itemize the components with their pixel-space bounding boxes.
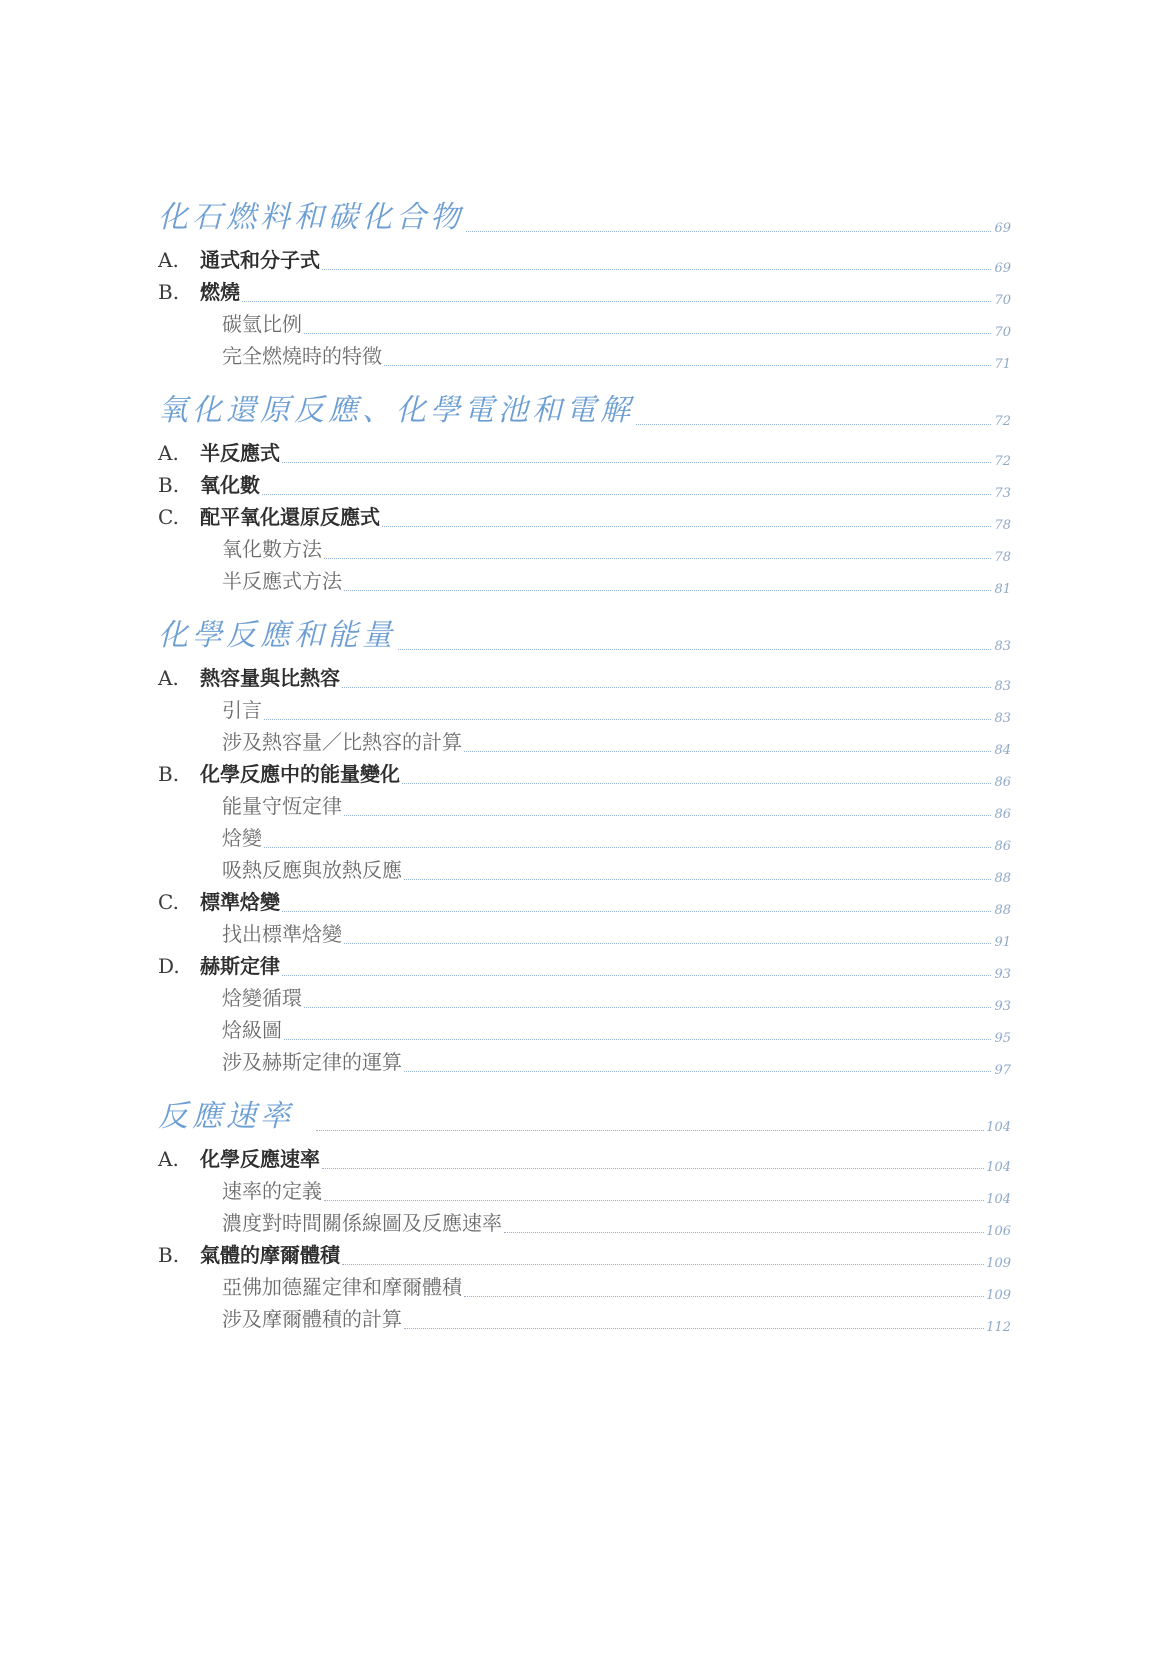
page-number: 69: [994, 261, 1011, 276]
toc-section-row[interactable]: [158, 758, 1011, 790]
toc-subsection-row[interactable]: [158, 982, 1011, 1014]
toc-subsection-row[interactable]: [158, 790, 1011, 822]
page-number: 86: [994, 775, 1011, 790]
page-number: 83: [994, 639, 1011, 654]
section-title: 標準焓變: [200, 890, 280, 914]
toc-section-row[interactable]: [158, 469, 1011, 501]
section-letter: A.: [158, 248, 179, 272]
section-title: 氣體的摩爾體積: [200, 1243, 340, 1267]
dot-leader: [382, 526, 991, 527]
dot-leader: [324, 1200, 984, 1201]
section-letter: A.: [158, 1147, 179, 1171]
toc-subsection-row[interactable]: [158, 822, 1011, 854]
section-letter: B.: [158, 473, 180, 497]
toc-subsection-row[interactable]: [158, 918, 1011, 950]
subsection-title: 濃度對時間關係線圖及反應速率: [222, 1211, 502, 1235]
toc-section-row[interactable]: [158, 1143, 1011, 1175]
dot-leader: [262, 494, 991, 495]
dot-leader: [242, 301, 991, 302]
table-of-contents: [158, 196, 1011, 1352]
page-number: 109: [986, 1288, 1011, 1303]
dot-leader: [404, 879, 991, 880]
dot-leader: [316, 1130, 984, 1131]
dot-leader: [322, 1168, 984, 1169]
dot-leader: [402, 783, 991, 784]
subsection-title: 涉及熱容量／比熱容的計算: [222, 730, 462, 754]
dot-leader: [304, 1007, 991, 1008]
toc-subsection-row[interactable]: [158, 1014, 1011, 1046]
subsection-title: 亞佛加德羅定律和摩爾體積: [222, 1275, 462, 1299]
dot-leader: [404, 1071, 991, 1072]
subsection-title: 焓變: [222, 826, 262, 850]
chapter-title-row[interactable]: [158, 196, 1011, 240]
chapter-title-row[interactable]: [158, 614, 1011, 658]
page-number: 86: [994, 807, 1011, 822]
chapter-title-row[interactable]: [158, 389, 1011, 433]
page-number: 93: [994, 999, 1011, 1014]
subsection-title: 氧化數方法: [222, 537, 322, 561]
page-number: 91: [994, 935, 1011, 950]
subsection-title: 速率的定義: [222, 1179, 322, 1203]
section-title: 氧化數: [200, 473, 260, 497]
subsection-title: 碳氫比例: [222, 312, 302, 336]
toc-subsection-row[interactable]: [158, 533, 1011, 565]
section-title: 赫斯定律: [200, 954, 280, 978]
page-number: 95: [994, 1031, 1011, 1046]
page-number: 112: [986, 1320, 1011, 1335]
subsection-title: 吸熱反應與放熱反應: [222, 858, 402, 882]
dot-leader: [384, 365, 991, 366]
toc-subsection-row[interactable]: [158, 1175, 1011, 1207]
dot-leader: [504, 1232, 984, 1233]
page-number: 70: [994, 325, 1011, 340]
toc-subsection-row[interactable]: [158, 340, 1011, 372]
subsection-title: 焓級圖: [222, 1018, 282, 1042]
toc-subsection-row[interactable]: [158, 565, 1011, 597]
section-letter: D.: [158, 954, 180, 978]
toc-section-row[interactable]: [158, 950, 1011, 982]
toc-section-row[interactable]: [158, 886, 1011, 918]
section-letter: C.: [158, 890, 179, 914]
subsection-title: 半反應式方法: [222, 569, 342, 593]
dot-leader: [464, 1296, 984, 1297]
page-number: 83: [994, 711, 1011, 726]
section-letter: A.: [158, 666, 179, 690]
dot-leader: [466, 231, 991, 232]
page-number: 93: [994, 967, 1011, 982]
page-number: 106: [986, 1224, 1011, 1239]
toc-subsection-row[interactable]: [158, 726, 1011, 758]
page-number: 72: [994, 414, 1011, 429]
dot-leader: [282, 462, 991, 463]
page-number: 83: [994, 679, 1011, 694]
page-number: 70: [994, 293, 1011, 308]
toc-subsection-row[interactable]: [158, 854, 1011, 886]
toc-subsection-row[interactable]: [158, 1046, 1011, 1078]
dot-leader: [342, 1264, 984, 1265]
toc-section-row[interactable]: [158, 662, 1011, 694]
page-number: 109: [986, 1256, 1011, 1271]
page-number: 69: [994, 221, 1011, 236]
toc-subsection-row[interactable]: [158, 1207, 1011, 1239]
section-title: 化學反應中的能量變化: [200, 762, 400, 786]
dot-leader: [344, 943, 991, 944]
chapter-title: 化石燃料和碳化合物: [158, 200, 464, 235]
dot-leader: [398, 649, 991, 650]
section-title: 配平氧化還原反應式: [200, 505, 380, 529]
section-letter: B.: [158, 1243, 180, 1267]
page-number: 84: [994, 743, 1011, 758]
subsection-title: 涉及摩爾體積的計算: [222, 1307, 402, 1331]
subsection-title: 涉及赫斯定律的運算: [222, 1050, 402, 1074]
chapter: [158, 196, 1011, 372]
dot-leader: [464, 751, 991, 752]
section-letter: B.: [158, 280, 180, 304]
page-number: 104: [986, 1160, 1011, 1175]
section-title: 半反應式: [200, 441, 280, 465]
section-title: 通式和分子式: [200, 248, 320, 272]
dot-leader: [282, 911, 991, 912]
chapter: [158, 1095, 1011, 1335]
page-number: 88: [994, 903, 1011, 918]
toc-section-row[interactable]: [158, 437, 1011, 469]
section-title: 化學反應速率: [200, 1147, 320, 1171]
dot-leader: [342, 687, 991, 688]
toc-subsection-row[interactable]: [158, 694, 1011, 726]
subsection-title: 能量守恆定律: [222, 794, 342, 818]
toc-section-row[interactable]: [158, 244, 1011, 276]
subsection-title: 找出標準焓變: [222, 922, 342, 946]
dot-leader: [264, 719, 991, 720]
toc-subsection-row[interactable]: [158, 308, 1011, 340]
page-number: 78: [994, 518, 1011, 533]
subsection-title: 焓變循環: [222, 986, 302, 1010]
page-number: 104: [986, 1192, 1011, 1207]
page-number: 72: [994, 454, 1011, 469]
toc-subsection-row[interactable]: [158, 1303, 1011, 1335]
section-letter: B.: [158, 762, 180, 786]
section-letter: A.: [158, 441, 179, 465]
dot-leader: [282, 975, 991, 976]
chapter-title: 化學反應和能量: [158, 618, 396, 653]
section-title: 熱容量與比熱容: [200, 666, 340, 690]
toc-section-row[interactable]: [158, 276, 1011, 308]
dot-leader: [284, 1039, 991, 1040]
section-letter: C.: [158, 505, 179, 529]
dot-leader: [264, 847, 991, 848]
section-title: 燃燒: [200, 280, 240, 304]
subsection-title: 引言: [222, 698, 262, 722]
subsection-title: 完全燃燒時的特徵: [222, 344, 382, 368]
chapter: [158, 614, 1011, 1078]
chapter-title-row[interactable]: [158, 1095, 1011, 1139]
dot-leader: [344, 815, 991, 816]
dot-leader: [636, 424, 991, 425]
chapter: [158, 389, 1011, 597]
dot-leader: [324, 558, 991, 559]
toc-subsection-row[interactable]: [158, 1271, 1011, 1303]
page-number: 97: [994, 1063, 1011, 1078]
dot-leader: [404, 1328, 984, 1329]
page-number: 88: [994, 871, 1011, 886]
page-number: 86: [994, 839, 1011, 854]
page-number: 73: [994, 486, 1011, 501]
toc-section-row[interactable]: [158, 501, 1011, 533]
toc-section-row[interactable]: [158, 1239, 1011, 1271]
dot-leader: [344, 590, 991, 591]
page-number: 81: [994, 582, 1011, 597]
dot-leader: [322, 269, 991, 270]
page-number: 71: [994, 357, 1011, 372]
dot-leader: [304, 333, 991, 334]
chapter-title: 反應速率: [158, 1099, 294, 1134]
page-number: 78: [994, 550, 1011, 565]
chapter-title: 氧化還原反應、化學電池和電解: [158, 393, 634, 428]
page-number: 104: [986, 1120, 1011, 1135]
